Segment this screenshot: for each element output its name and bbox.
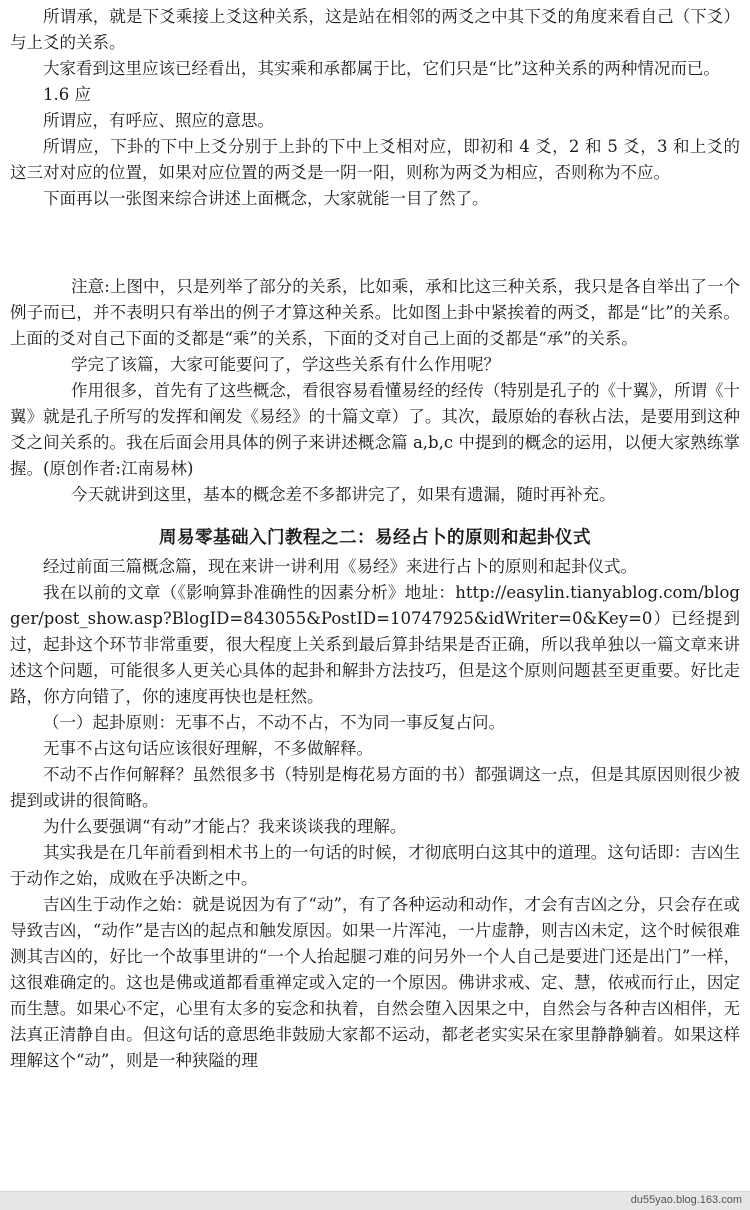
paragraph-no-movement: 不动不占作何解释？虽然很多书（特别是梅花易方面的书）都强调这一点，但是其原因则很少被提到或讲的很简略。 [10,765,740,810]
paragraph-saying: 其实我是在几年前看到相术书上的一句话的时候，才彻底明白这其中的道理。这句话即：吉凶生于动作之始，成败在乎决断之中。 [10,843,740,888]
paragraph-closing: 今天就讲到这里，基本的概念差不多都讲完了，如果有遗漏，随时再补充。 [71,485,616,504]
paragraph-ying-meaning: 所谓应，有呼应、照应的意思。 [43,111,274,130]
paragraph-usage: 作用很多，首先有了这些概念，看很容易看懂易经的经传（特别是孔子的《十翼》，所谓《十翼》就是孔子所写的发挥和阐发《易经》的十篇文章）了。其次，最原始的春秋占法，是要用到这种爻之间关系的。我在后面会用具体的例子来讲述概念篇 a,b,c 中提到的概念的运用，以便大家熟练掌握。(原创作者:江南易林) [10,381,740,478]
paragraph-why-movement: 为什么要强调“有动”才能占？我来谈谈我的理解。 [43,817,407,836]
blog-watermark: du55yao.blog.163.com [630,1194,742,1206]
paragraph-cheng-definition: 所谓承，就是下爻乘接上爻这种关系，这是站在相邻的两爻之中其下爻的角度来看自己（下爻）与上爻的关系。 [10,7,740,52]
paragraph-fortune-origin: 吉凶生于动作之始：就是说因为有了“动”，有了各种运动和动作，才会有吉凶之分，只会存在或导致吉凶，“动作”是吉凶的起点和触发原因。如果一片浑沌，一片虚静，则吉凶未定，这个时候很难测其吉凶的，好比一个故事里讲的“一个人抬起腿刁难的问另外一个人自己是要进门还是出门”一样，这很难确定的。这也是佛或道都看重禅定或入定的一个原因。佛讲求戒、定、慧，依戒而行止，因定而生慧。如果心不定，心里有太多的妄念和执着，自然会堕入因果之中，自然会与各种吉凶相伴，无法真正清静自由。但这句话的意思绝非鼓励大家都不运动，都老老实实呆在家里静静躺着。如果这样理解这个“动”，则是一种狭隘的理 [10,895,740,1070]
section-title-ying: 1.6 应 [43,85,91,104]
paragraph-question: 学完了该篇，大家可能要问了，学这些关系有什么作用呢？ [71,355,501,374]
paragraph-ying-definition: 所谓应，下卦的下中上爻分别于上卦的下中上爻相对应，即初和 4 爻，2 和 5 爻，3 和上爻的这三对对应的位置，如果对应位置的两爻是一阴一阳，则称为两爻为相应，否则称为不应。 [10,137,740,182]
paragraph-note: 注意:上图中，只是列举了部分的关系，比如乘，承和比这三种关系，我只是各自举出了一个例子而已，并不表明只有举出的例子才算这种关系。比如图上卦中紧挨着的两爻，都是“比”的关系。上面的爻对自己下面的爻都是“乘”的关系，下面的爻对自己上面的爻都是“承”的关系。 [10,277,740,348]
figure-placeholder [10,212,740,274]
lesson-heading: 周易零基础入门教程之二：易经占卜的原则和起卦仪式 [159,528,591,548]
paragraph-cheng-summary: 大家看到这里应该已经看出，其实乘和承都属于比，它们只是“比”这种关系的两种情况而已。 [43,59,720,78]
paragraph-no-matter: 无事不占这句话应该很好理解，不多做解释。 [43,739,373,758]
paragraph-figure-intro: 下面再以一张图来综合讲述上面概念，大家就能一目了然了。 [43,189,489,208]
paragraph-principles: （一）起卦原则：无事不占，不动不占，不为同一事反复占问。 [43,713,505,732]
paragraph-lesson-intro: 经过前面三篇概念篇，现在来讲一讲利用《易经》来进行占卜的原则和起卦仪式。 [43,557,637,576]
paragraph-previous-article: 我在以前的文章（《影响算卦准确性的因素分析》地址：http://easylin.tianyablog.com/blogger/post_show.asp?BlogID=843055&PostID=10747925&idWriter=0&Key=0）已经提到过，起卦这个环节非常重要，很大程度上关系到最后算卦结果是否正确，所以我单独以一篇文章来讲述这个问题，可能很多人更关心具体的起卦和解卦方法技巧，但是这个原则问题甚至更重要。好比走路，你方向错了，你的速度再快也是枉然。 [10,583,740,706]
footer-bar [0,1191,750,1210]
